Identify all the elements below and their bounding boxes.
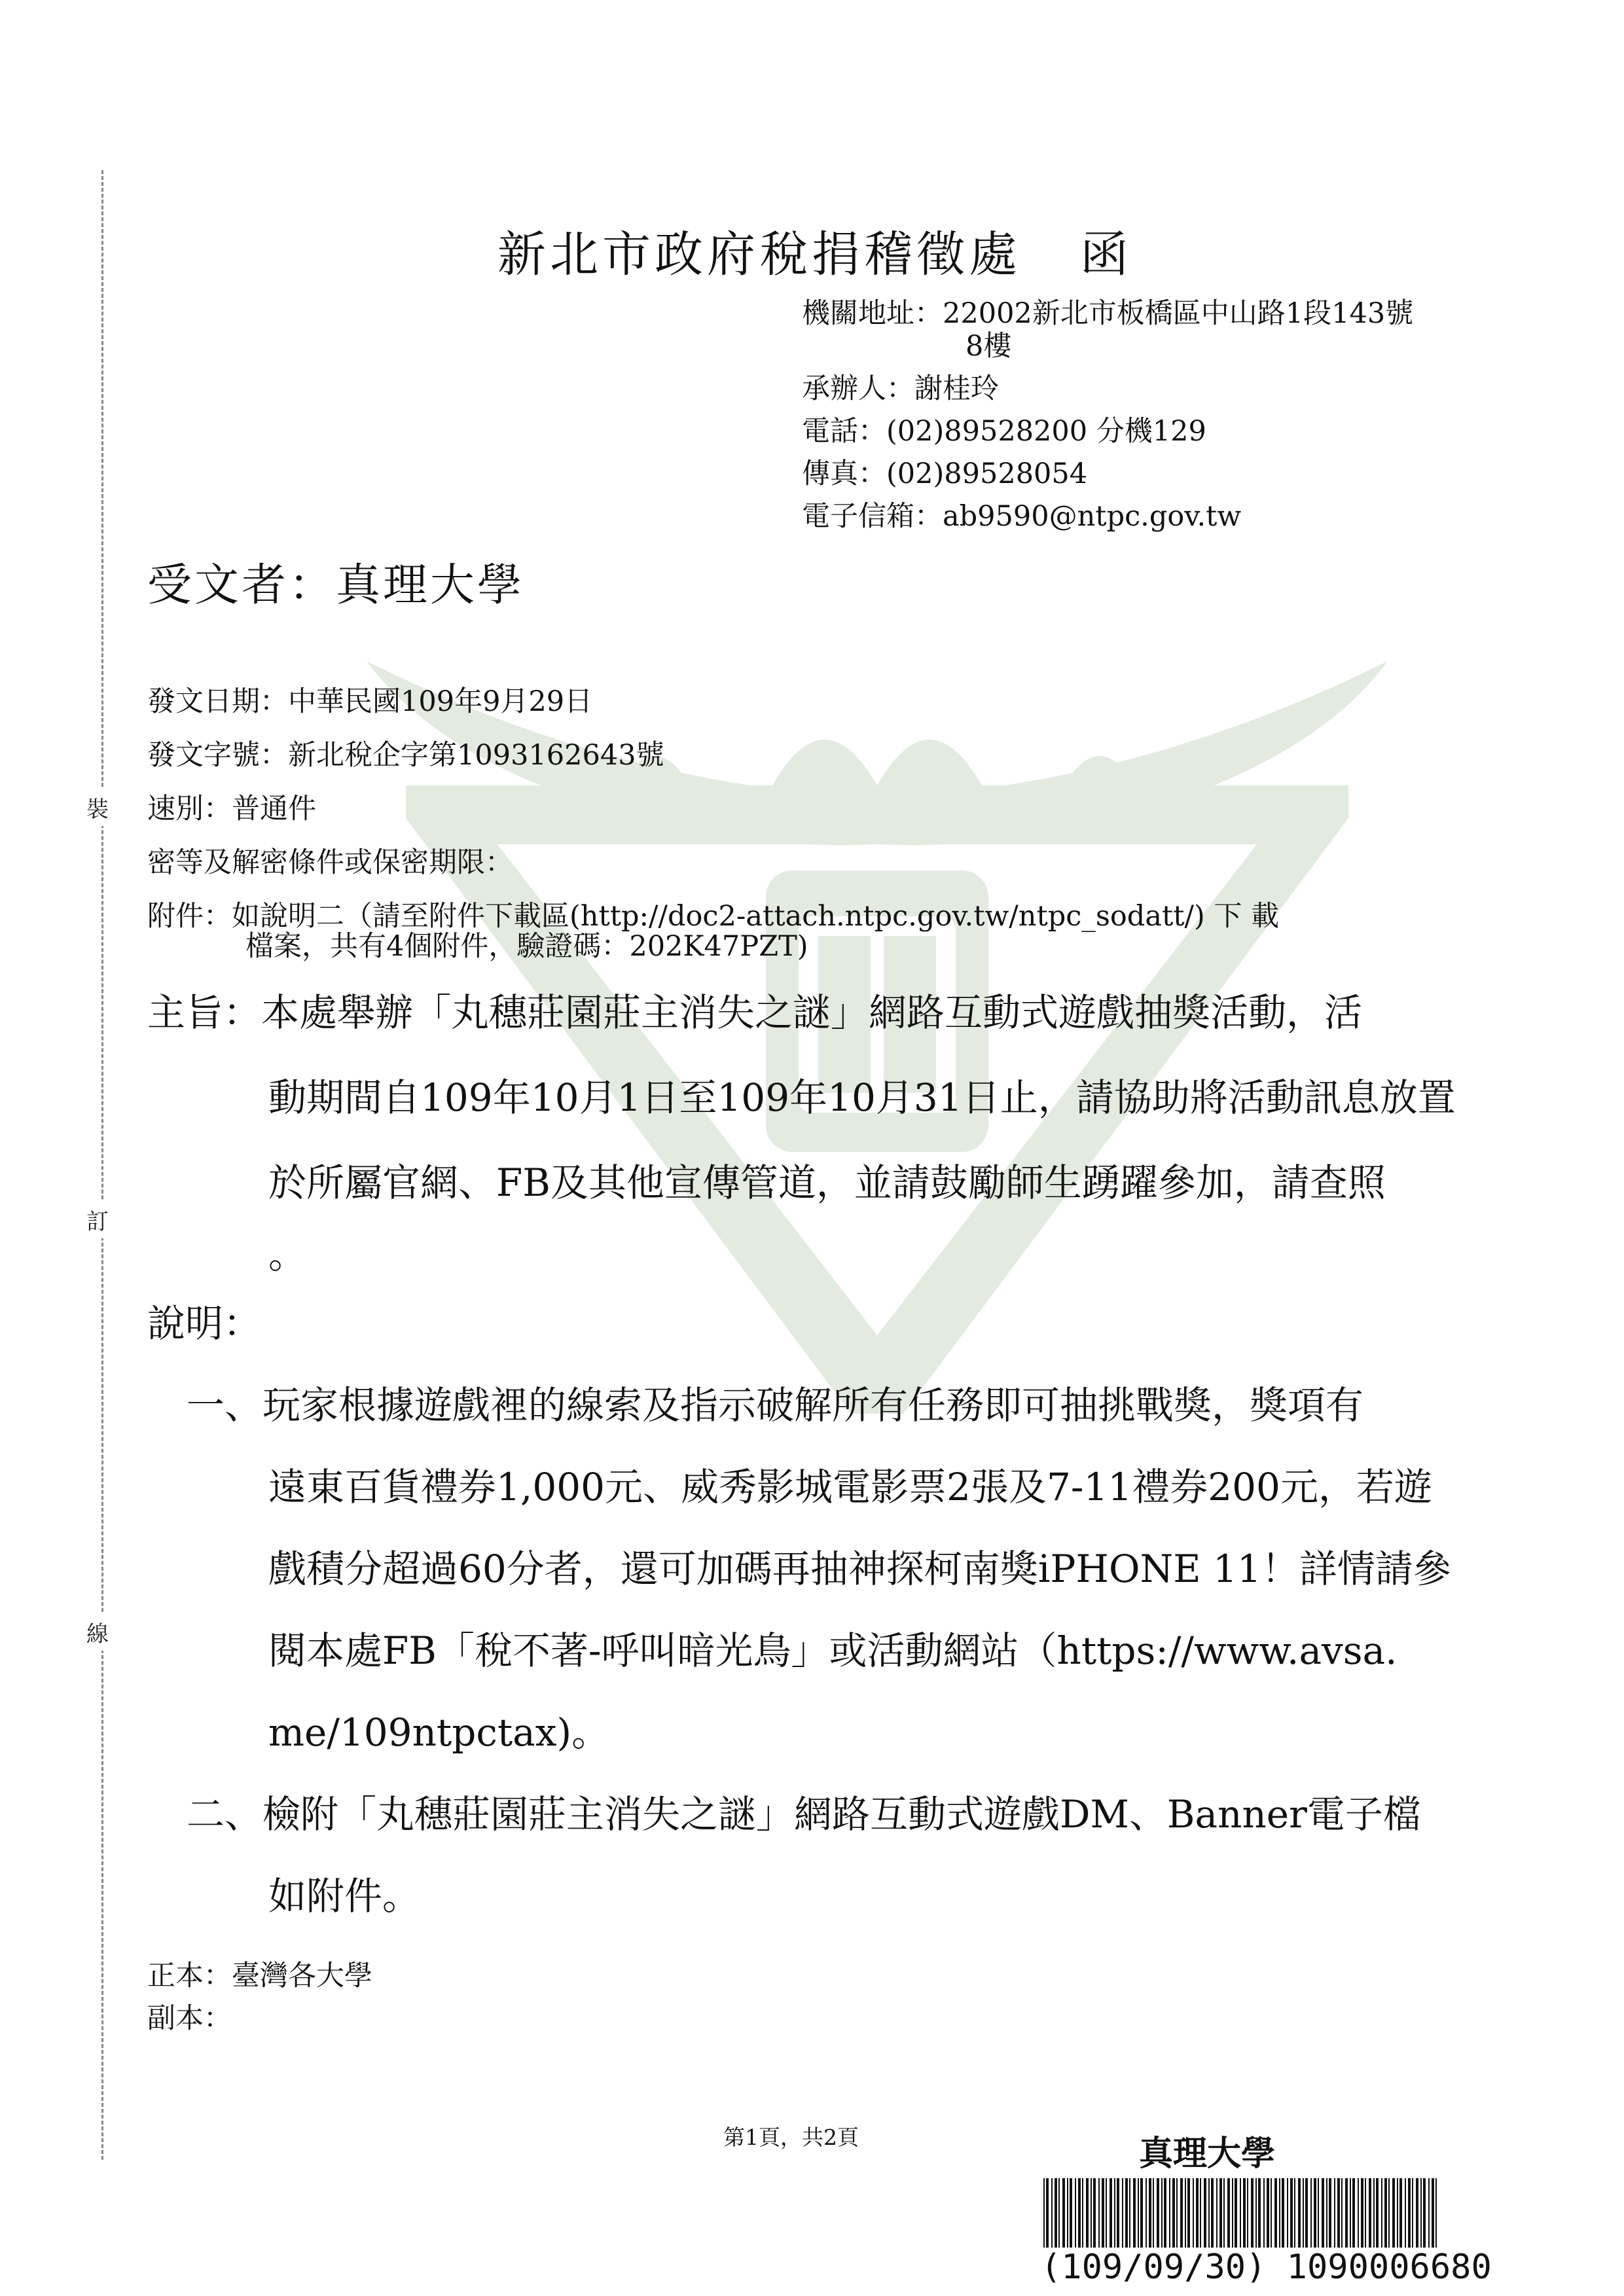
subject-line-1: 主旨：本處舉辦「丸穗莊園莊主消失之謎」網路互動式遊戲抽獎活動，活 <box>147 990 1363 1035</box>
barcode-bar <box>1432 2178 1434 2248</box>
barcode-bar <box>1435 2178 1437 2248</box>
barcode-bar <box>1227 2178 1230 2248</box>
barcode-bar <box>1376 2178 1379 2248</box>
barcode-bar <box>1384 2178 1387 2248</box>
stamp-institution: 真理大學 <box>1139 2134 1276 2174</box>
barcode-bar <box>1263 2178 1265 2248</box>
barcode-bar <box>1361 2178 1363 2248</box>
explanation-item-1-line-3: 戲積分超過60分者，還可加碼再抽神探柯南獎iPHONE 11！詳情請參 <box>268 1547 1451 1591</box>
barcode-bar <box>1208 2178 1210 2248</box>
barcode-bar <box>1420 2178 1422 2248</box>
barcode-bar <box>1322 2178 1324 2248</box>
barcode-bar <box>1117 2178 1119 2248</box>
barcode-bar <box>1326 2178 1327 2248</box>
page-number: 第1頁，共2頁 <box>723 2125 859 2150</box>
agency-address: 機關地址：22002新北市板橋區中山路1段143號 <box>802 297 1414 330</box>
barcode-bar <box>1216 2178 1218 2248</box>
barcode-bar <box>1129 2178 1130 2248</box>
explanation-item-1-line-2: 遠東百貨禮券1,000元、威秀影城電影票2張及7-11禮券200元，若遊 <box>268 1465 1432 1509</box>
barcode-bar <box>1106 2178 1107 2248</box>
subject-line-3: 於所屬官網、FB及其他宣傳管道，並請鼓勵師生踴躍參加，請查照 <box>268 1160 1386 1205</box>
barcode-bar <box>1114 2178 1115 2248</box>
barcode-bar <box>1282 2178 1284 2248</box>
barcode-bar <box>1172 2178 1175 2248</box>
barcode-bar <box>1399 2178 1402 2248</box>
barcode-bar <box>1358 2178 1359 2248</box>
barcode-bar <box>1204 2178 1206 2248</box>
barcode-bar <box>1146 2178 1147 2248</box>
barcode-bar <box>1240 2178 1241 2248</box>
barcode-bar <box>1388 2178 1390 2248</box>
barcode-bar <box>1211 2178 1214 2248</box>
barcode-bar <box>1185 2178 1186 2248</box>
security-level: 密等及解密條件或保密期限： <box>147 846 513 879</box>
agency-address-cont: 8樓 <box>965 330 1012 363</box>
barcode-bar <box>1075 2178 1076 2248</box>
barcode <box>1041 2178 1440 2248</box>
subject-line-4: 。 <box>268 1232 307 1277</box>
barcode-bar <box>1110 2178 1112 2248</box>
barcode-bar <box>1373 2178 1375 2248</box>
phone: 電話：(02)89528200 分機129 <box>802 415 1206 448</box>
barcode-bar <box>1196 2178 1199 2248</box>
barcode-bar <box>1255 2178 1257 2248</box>
binding-dashed-line <box>101 170 103 2160</box>
document-type: 函 <box>1080 226 1128 283</box>
barcode-bar <box>1408 2178 1411 2248</box>
barcode-bar <box>1176 2178 1178 2248</box>
barcode-bar <box>1180 2178 1183 2248</box>
barcode-bar <box>1200 2178 1201 2248</box>
barcode-bar <box>1310 2178 1312 2248</box>
explanation-item-1-line-5: me/109ntpctax)。 <box>268 1710 610 1755</box>
speed-class: 速別：普通件 <box>147 793 316 825</box>
barcode-bar <box>1243 2178 1246 2248</box>
barcode-bar <box>1247 2178 1248 2248</box>
barcode-bar <box>1345 2178 1348 2248</box>
barcode-bar <box>1428 2178 1430 2248</box>
barcode-bar <box>1271 2178 1272 2248</box>
barcode-bar <box>1058 2178 1060 2248</box>
barcode-bar <box>1412 2178 1413 2248</box>
email: 電子信箱：ab9590@ntpc.gov.tw <box>802 500 1242 533</box>
barcode-bar <box>1287 2178 1288 2248</box>
barcode-bar <box>1157 2178 1159 2248</box>
barcode-bar <box>1365 2178 1366 2248</box>
barcode-bar <box>1251 2178 1254 2248</box>
barcode-bar <box>1298 2178 1301 2248</box>
barcode-bar <box>1329 2178 1331 2248</box>
barcode-bar <box>1093 2178 1096 2248</box>
handler: 承辦人：謝桂玲 <box>802 372 999 405</box>
barcode-bar <box>1232 2178 1233 2248</box>
barcode-bar <box>1279 2178 1280 2248</box>
barcode-bar <box>1187 2178 1190 2248</box>
barcode-bar <box>1161 2178 1163 2248</box>
agency-title: 新北市政府稅捐稽徵處 <box>497 226 1021 283</box>
barcode-bar <box>1070 2178 1072 2248</box>
barcode-bar <box>1169 2178 1170 2248</box>
barcode-bar <box>1381 2178 1382 2248</box>
copy-recipients: 副本： <box>147 2002 232 2035</box>
barcode-bar <box>1416 2178 1418 2248</box>
barcode-bar <box>1122 2178 1123 2248</box>
barcode-bar <box>1140 2178 1143 2248</box>
barcode-bar <box>1369 2178 1371 2248</box>
recipient: 受文者：真理大學 <box>147 560 525 611</box>
barcode-bar <box>1258 2178 1261 2248</box>
barcode-bar <box>1294 2178 1295 2248</box>
barcode-bar <box>1098 2178 1100 2248</box>
barcode-bar <box>1046 2178 1049 2248</box>
barcode-bar <box>1423 2178 1426 2248</box>
attachment-note-cont: 檔案，共有4個附件，驗證碼：202K47PZT) <box>245 930 808 963</box>
barcode-bar <box>1405 2178 1406 2248</box>
receipt-stamp <box>1041 2126 1492 2287</box>
stamp-code: (109/09/30) 1090006680 <box>1041 2248 1492 2287</box>
barcode-bar <box>1043 2178 1045 2248</box>
explanation-item-1-line-4: 閱本處FB「稅不著-呼叫暗光鳥」或活動網站（https://www.avsa. <box>268 1628 1398 1673</box>
barcode-bar <box>1337 2178 1340 2248</box>
barcode-bar <box>1223 2178 1225 2248</box>
barcode-bar <box>1352 2178 1355 2248</box>
barcode-bar <box>1334 2178 1335 2248</box>
barcode-bar <box>1091 2178 1092 2248</box>
barcode-bar <box>1078 2178 1081 2248</box>
binding-mark-xian: 線 <box>86 1613 109 1651</box>
explanation-item-1-line-1: 一、玩家根據遊戲裡的線索及指示破解所有任務即可抽挑戰獎，獎項有 <box>187 1383 1364 1427</box>
barcode-bar <box>1219 2178 1222 2248</box>
binding-mark-zhuang: 裝 <box>86 789 109 826</box>
barcode-bar <box>1133 2178 1136 2248</box>
barcode-bar <box>1062 2178 1065 2248</box>
barcode-bar <box>1051 2178 1053 2248</box>
barcode-bar <box>1055 2178 1057 2248</box>
barcode-bar <box>1153 2178 1154 2248</box>
barcode-bar <box>1303 2178 1304 2248</box>
barcode-bar <box>1086 2178 1089 2248</box>
fax: 傳真：(02)89528054 <box>802 457 1088 490</box>
barcode-bar <box>1102 2178 1104 2248</box>
explanation-heading: 說明： <box>147 1301 262 1346</box>
explanation-item-2-line-1: 二、檢附「丸穗莊園莊主消失之謎」網路互動式遊戲DM、Banner電子檔 <box>187 1792 1421 1837</box>
barcode-bar <box>1082 2178 1083 2248</box>
barcode-bar <box>1193 2178 1194 2248</box>
barcode-bar <box>1314 2178 1316 2248</box>
subject-line-2: 動期間自109年10月1日至109年10月31日止，請協助將活動訊息放置 <box>268 1075 1456 1120</box>
barcode-bar <box>1235 2178 1237 2248</box>
barcode-bar <box>1274 2178 1277 2248</box>
binding-mark-ding: 訂 <box>86 1201 109 1238</box>
barcode-bar <box>1318 2178 1319 2248</box>
barcode-bar <box>1164 2178 1166 2248</box>
barcode-bar <box>1138 2178 1139 2248</box>
barcode-bar <box>1267 2178 1269 2248</box>
attachment-note: 附件：如說明二（請至附件下載區(http://doc2-attach.ntpc.gov.tw/ntpc_sodatt/) 下 載 <box>147 900 1280 933</box>
issue-date: 發文日期：中華民國109年9月29日 <box>147 685 593 718</box>
barcode-bar <box>1305 2178 1308 2248</box>
issue-number: 發文字號：新北稅企字第1093162643號 <box>147 739 664 772</box>
barcode-bar <box>1290 2178 1293 2248</box>
original-recipients: 正本：臺灣各大學 <box>147 1960 372 1992</box>
barcode-bar <box>1350 2178 1351 2248</box>
barcode-bar <box>1067 2178 1068 2248</box>
barcode-bar <box>1341 2178 1343 2248</box>
barcode-bar <box>1149 2178 1151 2248</box>
barcode-bar <box>1392 2178 1395 2248</box>
barcode-bar <box>1125 2178 1128 2248</box>
barcode-bar <box>1397 2178 1398 2248</box>
explanation-item-2-line-2: 如附件。 <box>268 1874 421 1918</box>
